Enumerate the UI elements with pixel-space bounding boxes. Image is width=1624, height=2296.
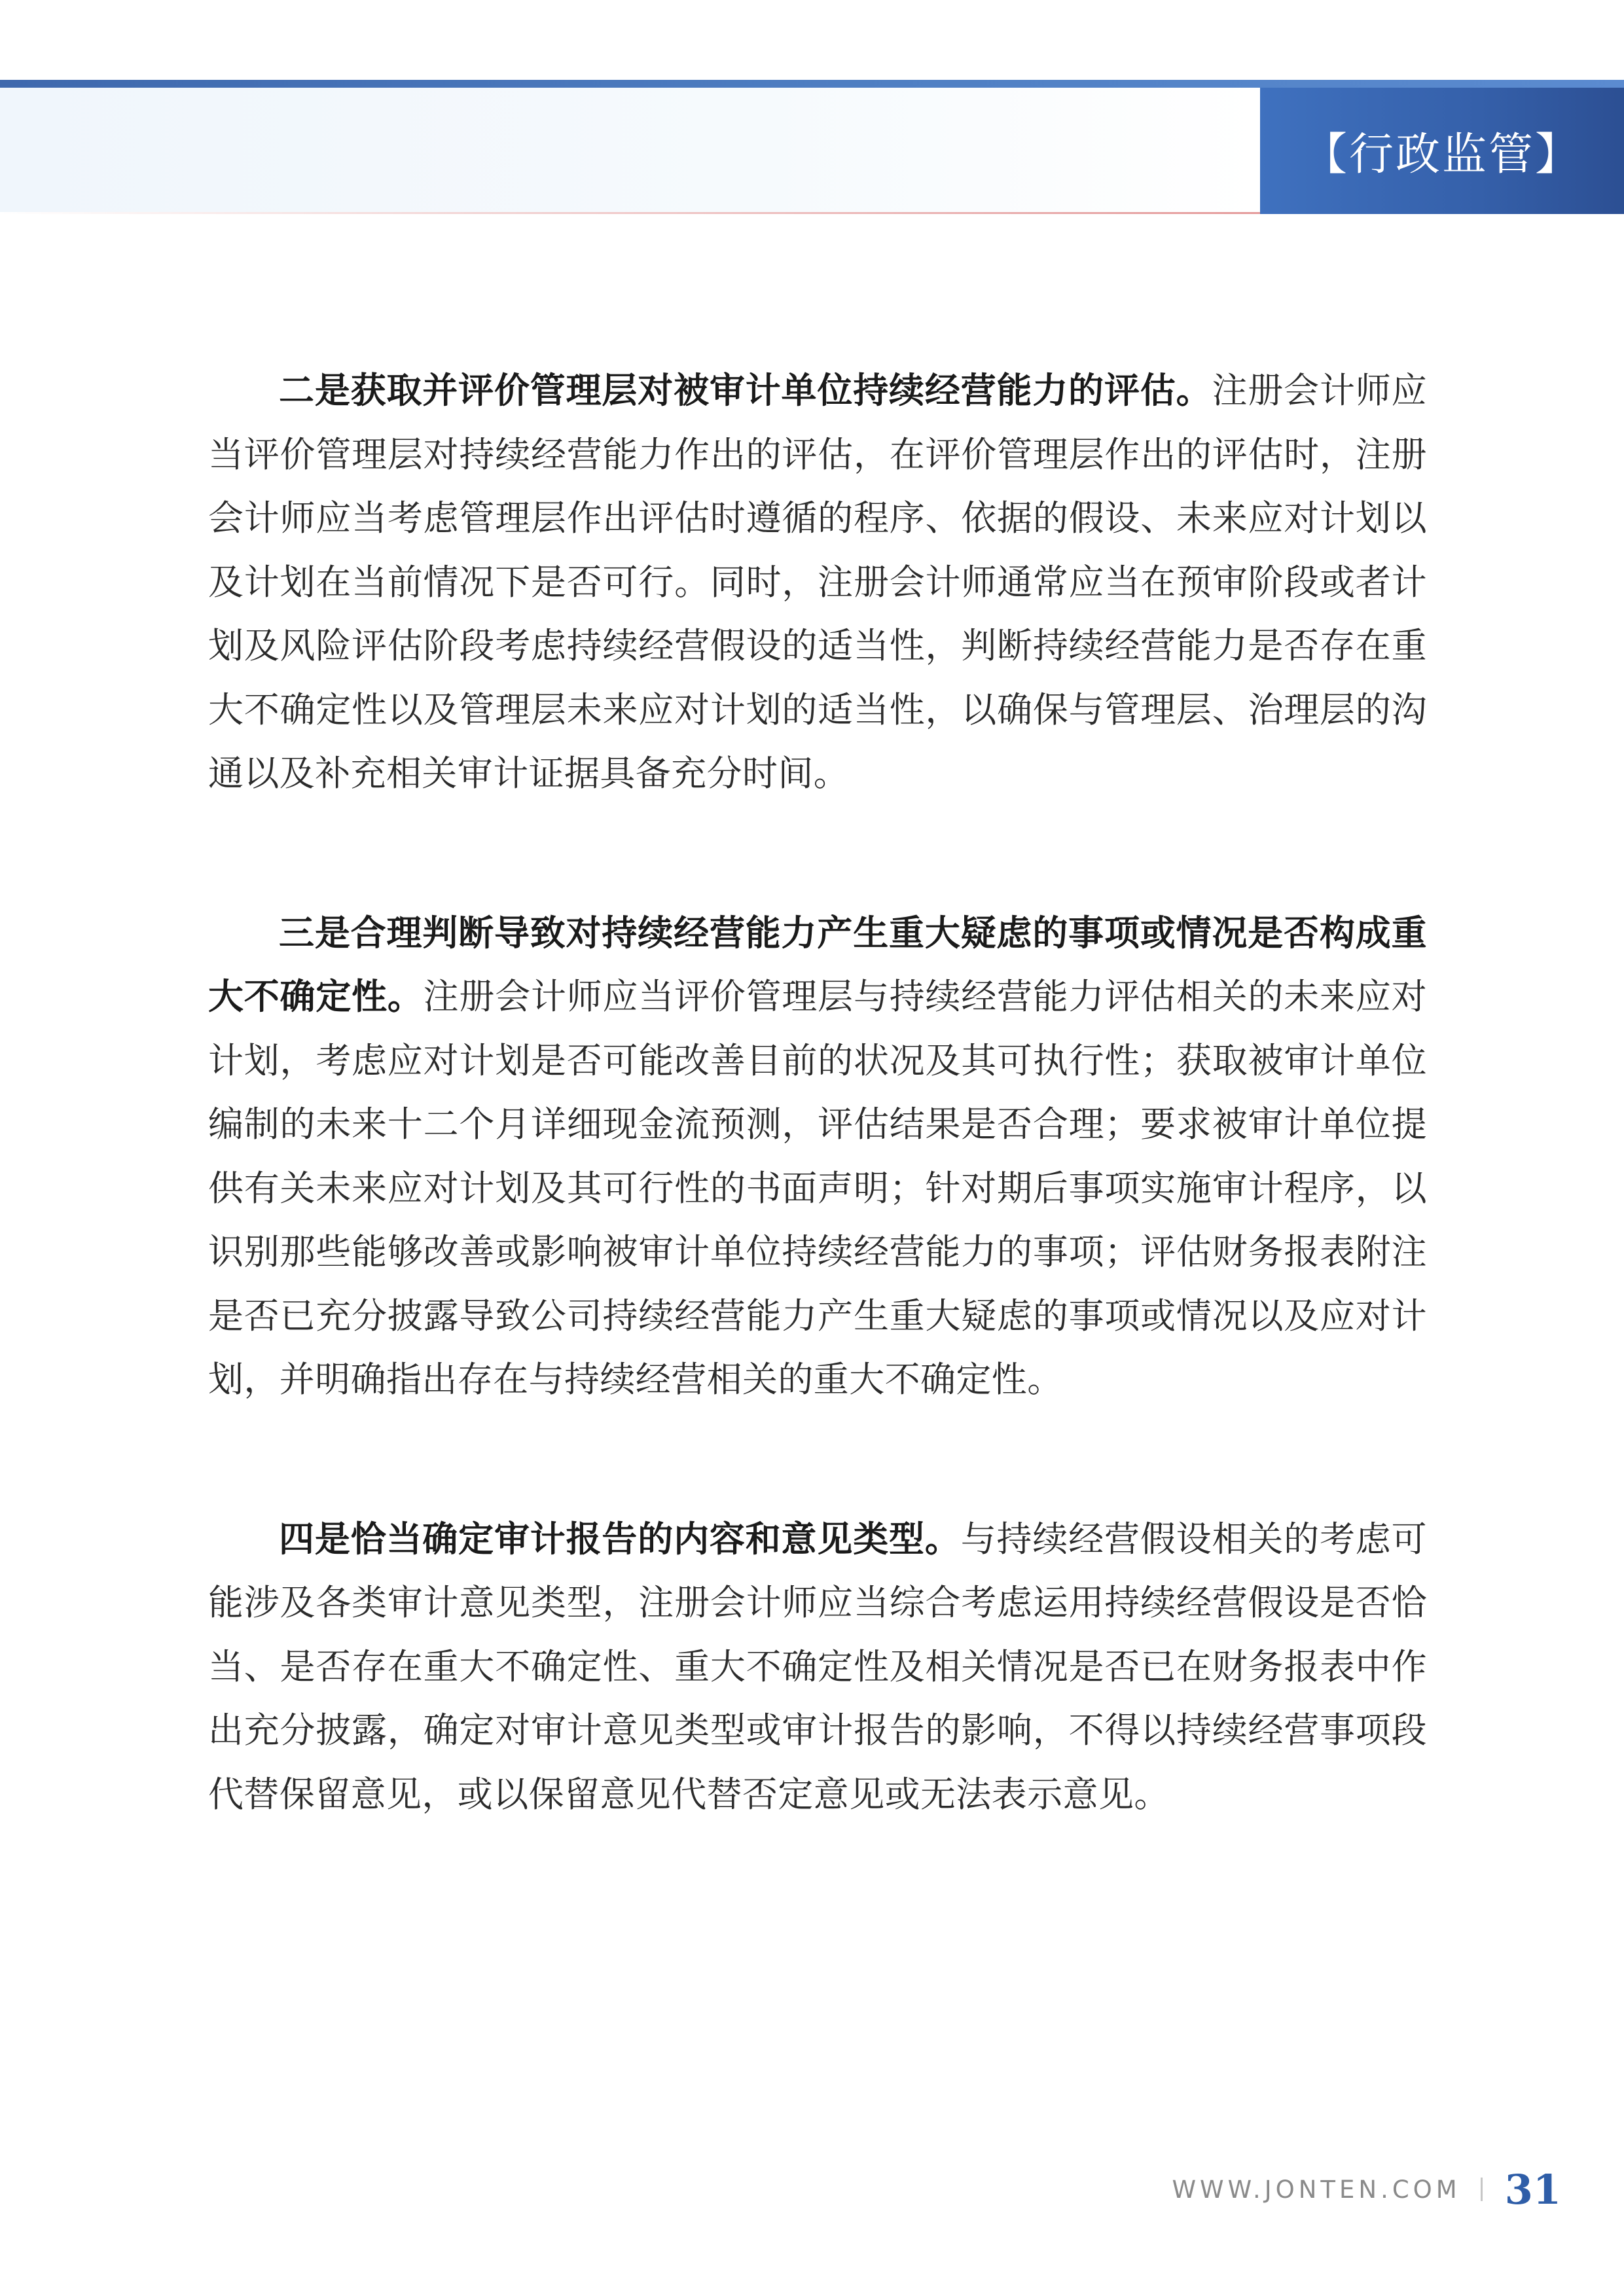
- paragraph-material-uncertainty: [208, 901, 1427, 1412]
- paragraph-body: 注册会计师应当评价管理层与持续经营能力评估相关的未来应对计划，考虑应对计划是否可能改善目前的状况及其可执行性；获取被审计单位编制的未来十二个月详细现金流预测，评估结果是否合理；要求被审计单位提供有关未来应对计划及其可行性的书面声明；针对期后事项实施审计程序，以识别那些能够改善或影响被审计单位持续经营能力的事项；评估财务报表附注是否已充分披露导致公司持续经营能力产生重大疑虑的事项或情况以及应对计划，并明确指出存在与持续经营相关的重大不确定性。: [208, 976, 1427, 1400]
- paragraph-audit-report: [208, 1507, 1427, 1827]
- header-band: [0, 88, 1260, 212]
- section-tag: 【行政监管】: [1260, 88, 1624, 214]
- paragraph-evaluate-assessment: [208, 359, 1427, 806]
- header-rule: [0, 212, 1260, 214]
- website-link[interactable]: WWW.JONTEN.COM: [1172, 2175, 1461, 2204]
- paragraph-lead: 四是恰当确定审计报告的内容和意见类型。: [279, 1518, 961, 1560]
- footer-divider: [1481, 2178, 1483, 2201]
- paragraph-body: 与持续经营假设相关的考虑可能涉及各类审计意见类型，注册会计师应当综合考虑运用持续经营假设是否恰当、是否存在重大不确定性、重大不确定性及相关情况是否已在财务报表中作出充分披露，确定对审计意见类型或审计报告的影响，不得以持续经营事项段代替保留意见，或以保留意见代替否定意见或无法表示意见。: [208, 1518, 1427, 1815]
- page-footer: [1172, 2153, 1561, 2225]
- paragraph-body: 注册会计师应当评价管理层对持续经营能力作出的评估，在评价管理层作出的评估时，注册会计师应当考虑管理层作出评估时遵循的程序、依据的假设、未来应对计划以及计划在当前情况下是否可行。同时，注册会计师通常应当在预审阶段或者计划及风险评估阶段考虑持续经营假设的适当性，判断持续经营能力是否存在重大不确定性以及管理层未来应对计划的适当性，以确保与管理层、治理层的沟通以及补充相关审计证据具备充分时间。: [208, 370, 1427, 794]
- paragraph-lead: 三是合理判断导致对持续经营能力产生重大疑虑的事项或情况是否构成重大不确定性。: [208, 912, 1427, 1017]
- article-body: [208, 359, 1427, 1922]
- header-top-line: [0, 80, 1624, 88]
- paragraph-lead: 二是获取并评价管理层对被审计单位持续经营能力的评估。: [279, 370, 1212, 411]
- page-number: 31: [1504, 2165, 1561, 2214]
- page-header: [0, 0, 1624, 216]
